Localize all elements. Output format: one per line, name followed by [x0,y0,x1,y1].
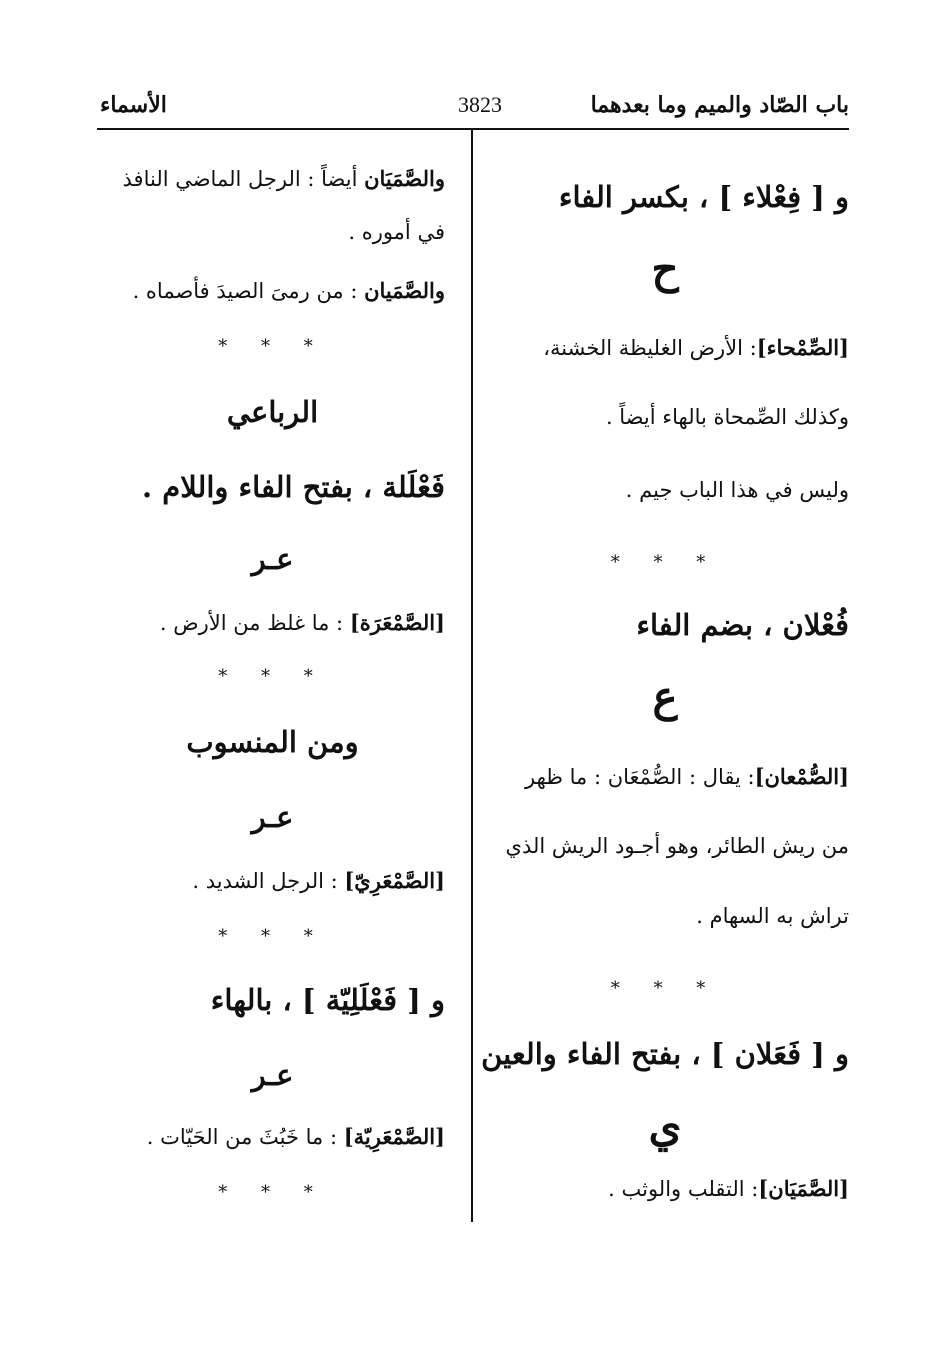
entry-definition: : يقال : الصُّمْعَان : ما ظهر [525,765,755,789]
root-letter: ح [651,244,679,293]
section-separator: * * * [610,978,720,999]
root-letter: عـر [251,542,294,576]
dictionary-entry [133,278,445,303]
chapter-title: باب الصّاد والميم وما بعدهما [590,92,849,118]
entry-headword: [الصِّمْحاء] [756,335,849,360]
dictionary-entry [192,868,445,893]
entry-definition: : التقلب والوثب . [608,1177,759,1201]
root-letter: ع [652,672,678,721]
entry-continuation: تراش به السهام . [696,904,849,928]
entry-continuation: في أموره . [348,220,445,244]
pattern-heading: و [ فِعْلاء ] ، بكسر الفاء [558,180,849,214]
pattern-heading: فَعْلَلة ، بفتح الفاء واللام . [142,470,445,504]
column-divider [471,130,473,1222]
entry-continuation: وكذلك الصِّمحاة بالهاء أيضاً . [605,405,849,429]
dictionary-entry [525,764,849,789]
dictionary-entry [608,1176,849,1201]
root-letter: ي [648,1102,682,1151]
section-separator: * * * [218,1182,327,1203]
entry-line: وليس في هذا الباب جيم . [625,478,849,502]
entry-headword: [الصَّمْعَرِيّ] [344,868,445,893]
root-letter: عـر [251,1058,294,1092]
entry-definition: : الأرض الغليظة الخشنة، [543,336,757,360]
entry-headword: [الصُّمْعان] [754,764,849,789]
section-separator: * * * [218,666,327,687]
pattern-heading: فُعْلان ، بضم الفاء [636,608,849,642]
section-separator: * * * [218,926,327,947]
entry-definition: : من رمىَ الصيدَ فأصماه . [132,279,365,303]
pattern-heading: و [ فَعَلان ] ، بفتح الفاء والعين [481,1037,849,1071]
section-heading: الرباعي [226,395,319,429]
entry-definition: أيضاً : الرجل الماضي النافذ [122,167,365,191]
root-letter: عـر [251,800,294,834]
entry-headword: [الصَّمْعَرِيّة] [343,1124,445,1149]
section-title: الأسماء [100,92,167,118]
entry-definition: : الرجل الشديد . [192,869,345,893]
entry-continuation: من ريش الطائر، وهو أجـود الريش الذي [505,834,849,858]
dictionary-entry [160,610,445,635]
entry-headword: والصَّمَيان [364,278,445,303]
entry-headword: [الصَّمَيَان] [758,1176,849,1201]
header-rule [97,128,849,130]
dictionary-entry [123,166,445,191]
entry-headword: [الصَّمْعَرَة] [349,610,445,635]
entry-headword: والصَّمَيَان [364,166,445,191]
section-separator: * * * [610,552,720,573]
section-heading: ومن المنسوب [186,725,359,759]
dictionary-entry [147,1124,445,1149]
entry-definition: : ما غلظ من الأرض . [159,611,350,635]
entry-definition: : ما خَبُثَ من الحَيّات . [146,1125,344,1149]
dictionary-entry [543,335,849,360]
section-separator: * * * [218,336,327,357]
page-number: 3823 [458,92,502,117]
pattern-heading: و [ فَعْلَلِيّة ] ، بالهاء [210,983,445,1017]
